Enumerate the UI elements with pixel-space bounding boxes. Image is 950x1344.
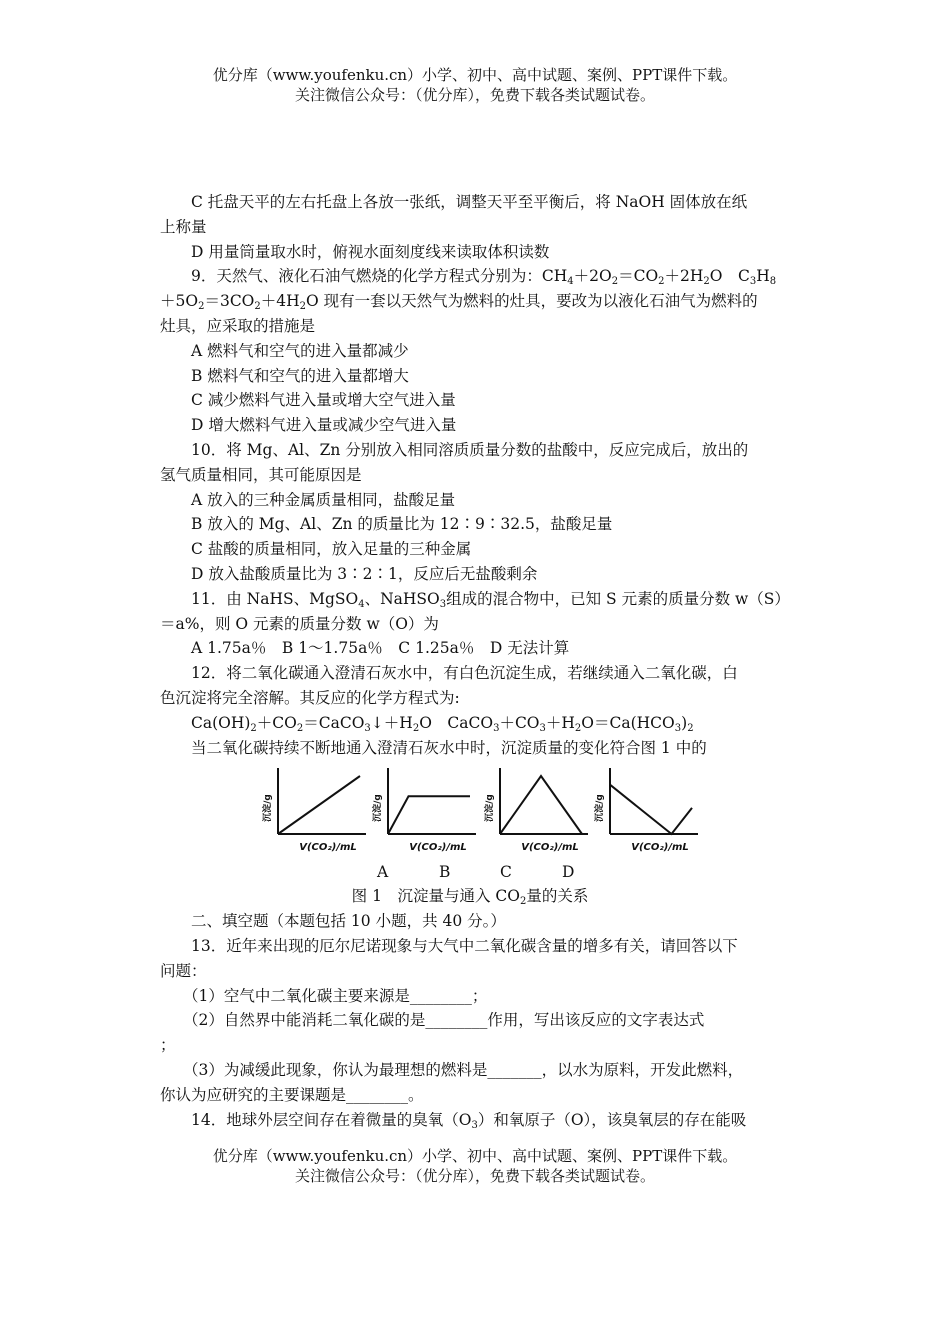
- q12-stem-line4: 当二氧化碳持续不断地通入澄清石灰水中时，沉淀质量的变化符合图 1 中的: [191, 738, 707, 757]
- q10-option-b: B 放入的 Mg、Al、Zn 的质量比为 12∶9∶32.5，盐酸足量: [191, 515, 613, 534]
- q14-stem-line1: 14．地球外层空间存在着微量的臭氧$(O_3)$和氧原子（O），该臭氧层的存在能吸: [191, 1110, 747, 1131]
- section-2-title: 二、填空题（本题包括 10 小题，共 40 分。）: [191, 912, 506, 931]
- q9-option-c: C 减少燃料气进入量或增大空气进入量: [191, 391, 456, 410]
- graph-a-series-line: [278, 776, 360, 834]
- graph-a-y-label: 沉淀/g: [263, 794, 273, 823]
- graph-b-series-line: [388, 797, 470, 835]
- graph-c-x-label: V(CO₂)/mL: [521, 842, 579, 854]
- graph-letter-d: D: [562, 863, 575, 882]
- page-footer: [0, 1146, 950, 1186]
- q10-option-d: D 放入盐酸质量比为 3∶2∶1，反应后无盐酸剩余: [191, 564, 538, 583]
- graph-letter-c: C: [500, 863, 512, 882]
- q13-sub-2-end: ；: [160, 1036, 176, 1055]
- page-header: [0, 65, 950, 105]
- q11-stem-line2: ＝a%，则 O 元素的质量分数 w（O）为: [160, 614, 439, 633]
- q13-sub-2: （2）自然界中能消耗二氧化碳的是________作用，写出该反应的文字表达式: [183, 1011, 705, 1030]
- graph-letter-b: B: [439, 863, 451, 882]
- graph-letter-a: A: [377, 863, 389, 882]
- q10-option-a: A 放入的三种金属质量相同，盐酸足量: [191, 490, 456, 509]
- footer-line-2: 关注微信公众号：（优分库），免费下载各类试题试卷。: [294, 1167, 655, 1185]
- graph-c-y-label: 沉淀/g: [485, 794, 495, 823]
- graph-letters: [160, 860, 800, 884]
- q13-sub-3-cont: 你认为应研究的主要课题是________。: [160, 1085, 424, 1104]
- graph-c-series-line: [500, 776, 582, 834]
- blank-4: ________: [346, 1085, 409, 1104]
- q9-option-b: B 燃料气和空气的进入量都增大: [191, 366, 409, 385]
- graph-a-x-label: V(CO₂)/mL: [299, 842, 357, 854]
- figure-1-graphs: [160, 764, 800, 860]
- q8-option-c: C 托盘天平的左右托盘上各放一张纸，调整天平至平衡后，将 NaOH 固体放在纸: [191, 193, 748, 211]
- graph-d-x-label: V(CO₂)/mL: [631, 842, 689, 854]
- graph-c: [482, 764, 592, 860]
- graph-d-series-line: [610, 785, 692, 834]
- blank-3: _______: [487, 1060, 542, 1079]
- graph-a: [260, 764, 370, 860]
- q9-option-a: A 燃料气和空气的进入量都减少: [191, 341, 409, 360]
- q13-stem-line1: 13．近年来出现的厄尔尼诺现象与大气中二氧化碳含量的增多有关，请回答以下: [191, 936, 738, 955]
- graph-d: [592, 764, 702, 860]
- figure-1-caption: 图 1 沉淀量与通入 $CO_2$量的关系: [351, 887, 589, 908]
- q11-stem-line1: 11．由 NaHS、MgSO$_4$、NaHSO$_3$组成的混合物中，已知 S 元素的质量分数 w（S）: [191, 589, 790, 610]
- blank-2: ________: [425, 1011, 488, 1030]
- q12-stem-line2: 色沉淀将完全溶解。其反应的化学方程式为:: [160, 688, 460, 707]
- q13-sub-1: （1）空气中二氧化碳主要来源是________；: [183, 986, 488, 1005]
- q9-stem-line2: $+5O_2=3CO_2+4H_2O$ 现有一套以天然气为燃料的灶具，要改为以液化石油气为燃料的: [160, 292, 758, 313]
- q9-stem-line1: 9．天然气、液化石油气燃烧的化学方程式分别为：$CH_4+2O_2=CO_2+2H_2O$ $C_3H_8$: [191, 267, 777, 288]
- q10-stem-line1: 10．将 Mg、Al、Zn 分别放入相同溶质质量分数的盐酸中，反应完成后，放出的: [191, 440, 749, 459]
- q8-option-d: D 用量筒量取水时，俯视水面刻度线来读取体积读数: [191, 242, 550, 261]
- graph-b: [370, 764, 480, 860]
- exam-content: [160, 190, 800, 1132]
- header-line-1: 优分库（www.youfenku.cn）小学、初中、高中试题、案例、PPT课件下载。: [212, 66, 738, 84]
- q13-sub-3: （3）为减缓此现象，你认为最理想的燃料是_______，以水为原料，开发此燃料，: [183, 1060, 744, 1079]
- q11-options: A 1.75a％ B 1～1.75a％ C 1.25a％ D 无法计算: [191, 639, 570, 658]
- footer-line-1: 优分库（www.youfenku.cn）小学、初中、高中试题、案例、PPT课件下载。: [212, 1147, 738, 1165]
- graph-d-y-label: 沉淀/g: [595, 794, 605, 823]
- q12-stem-line1: 12．将二氧化碳通入澄清石灰水中，有白色沉淀生成，若继续通入二氧化碳，白: [191, 664, 738, 683]
- q10-option-c: C 盐酸的质量相同，放入足量的三种金属: [191, 540, 472, 559]
- blank-1: ________: [409, 986, 472, 1005]
- q10-stem-line2: 氢气质量相同，其可能原因是: [160, 465, 362, 484]
- q13-stem-line2: 问题：: [160, 961, 207, 980]
- q12-equations: $Ca(OH)_2+CO_2=CaCO_3↓+H_2O$ $CaCO_3+CO_3+H_2O=Ca(HCO_3)_2$: [191, 713, 694, 734]
- graph-b-y-label: 沉淀/g: [373, 794, 383, 823]
- q9-stem-line3: 灶具，应采取的措施是: [160, 316, 316, 335]
- graph-b-x-label: V(CO₂)/mL: [409, 842, 467, 854]
- q9-option-d: D 增大燃料气进入量或减少空气进入量: [191, 416, 457, 435]
- q8-option-c-cont: 上称量: [160, 217, 207, 236]
- header-line-2: 关注微信公众号：（优分库），免费下载各类试题试卷。: [294, 86, 655, 104]
